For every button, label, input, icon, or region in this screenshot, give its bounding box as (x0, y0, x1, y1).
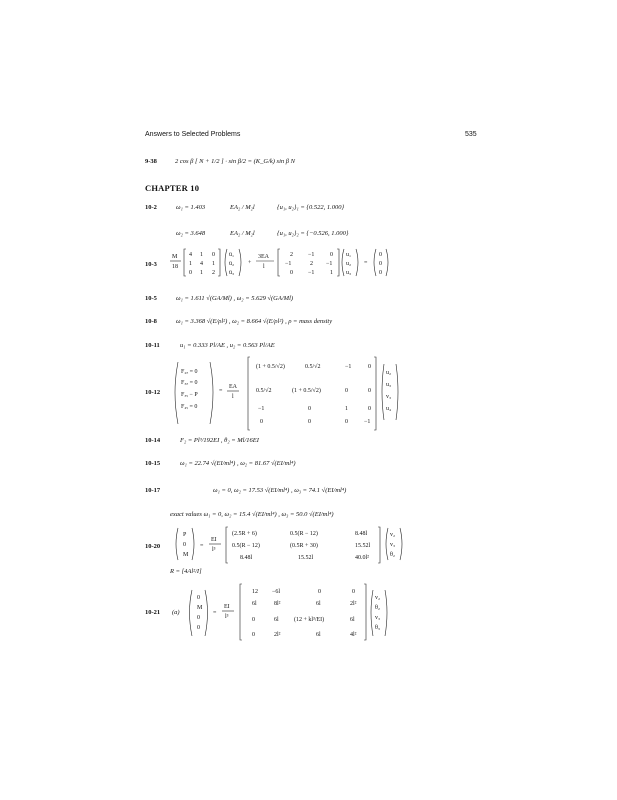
svg-text:v₃: v₃ (375, 615, 381, 621)
svg-text:0: 0 (252, 632, 255, 638)
svg-text:18: 18 (172, 264, 178, 270)
svg-text:u₁: u₁ (346, 252, 352, 258)
svg-text:0: 0 (368, 364, 371, 370)
svg-text:−1: −1 (308, 252, 315, 258)
svg-text:0: 0 (379, 270, 382, 276)
svg-text:2: 2 (310, 261, 313, 267)
svg-text:2: 2 (290, 252, 293, 258)
svg-text:0: 0 (379, 252, 382, 258)
svg-text:θ₃: θ₃ (375, 625, 380, 631)
svg-text:0: 0 (197, 615, 200, 621)
svg-text:P: P (183, 532, 187, 538)
svg-text:8l²: 8l² (274, 601, 281, 607)
svg-text:1: 1 (345, 406, 348, 412)
svg-text:6l: 6l (252, 601, 257, 607)
svg-text:0: 0 (368, 406, 371, 412)
mode-shape-vector: {u₁, u₂}₁ = {0.522, 1.000} (277, 204, 345, 211)
svg-text:=: = (200, 543, 204, 549)
svg-text:0.5(R − 12): 0.5(R − 12) (232, 543, 260, 549)
svg-text:−1: −1 (364, 419, 371, 425)
svg-text:(0.5R + 30): (0.5R + 30) (290, 543, 318, 549)
svg-text:θ₂: θ₂ (375, 605, 380, 611)
problem-label: 10-8 (145, 318, 157, 325)
svg-text:0: 0 (368, 388, 371, 394)
svg-text:15.52l: 15.52l (355, 543, 371, 549)
svg-text:0: 0 (290, 270, 293, 276)
problem-label: 10-14 (145, 437, 161, 444)
svg-text:−1: −1 (285, 261, 292, 267)
svg-text:0: 0 (197, 595, 200, 601)
answer-equation: ω₁ = 1.403 (176, 204, 206, 211)
svg-text:0: 0 (308, 406, 311, 412)
svg-text:+: + (248, 260, 252, 266)
answer-equation: ω₁ = 1.611 √(GA/Ml) , ω₂ = 5.629 √(GA/Ml) (176, 295, 294, 302)
svg-text:0: 0 (197, 625, 200, 631)
svg-text:12: 12 (252, 589, 258, 595)
svg-text:0: 0 (345, 388, 348, 394)
svg-text:0.5(R − 12): 0.5(R − 12) (290, 531, 318, 537)
svg-text:ü₁: ü₁ (229, 252, 235, 258)
svg-text:−6l: −6l (272, 589, 281, 595)
svg-text:ü₃: ü₃ (229, 270, 235, 276)
svg-text:2l²: 2l² (350, 601, 357, 607)
radicand: EA₂ / M₂l (230, 230, 255, 237)
svg-text:4l²: 4l² (350, 632, 357, 638)
svg-text:EA: EA (229, 384, 237, 390)
svg-text:u₃: u₃ (346, 270, 352, 276)
svg-text:v₂: v₂ (390, 532, 396, 538)
svg-text:=: = (213, 610, 217, 616)
svg-text:0: 0 (379, 261, 382, 267)
svg-text:0: 0 (183, 542, 186, 548)
svg-text:3EA: 3EA (258, 254, 269, 260)
svg-text:=: = (364, 260, 368, 266)
svg-text:F₂ₓ = 0: F₂ₓ = 0 (181, 369, 198, 375)
svg-text:1: 1 (330, 270, 333, 276)
svg-text:−1: −1 (326, 261, 333, 267)
svg-text:u₄: u₄ (386, 406, 392, 412)
svg-text:(1 + 0.5/√2): (1 + 0.5/√2) (292, 388, 321, 394)
svg-text:F₃ₓ = 0: F₃ₓ = 0 (181, 380, 198, 386)
svg-text:0: 0 (330, 252, 333, 258)
svg-text:l: l (263, 264, 265, 270)
svg-text:1: 1 (212, 261, 215, 267)
problem-label: 10-3 (145, 261, 157, 268)
svg-text:θ₂: θ₂ (390, 552, 395, 558)
svg-text:−1: −1 (345, 364, 352, 370)
svg-text:v₃: v₃ (390, 542, 396, 548)
answer-equation: R = [4Al²/I] (170, 568, 202, 575)
svg-text:v₂: v₂ (375, 595, 381, 601)
svg-text:EI: EI (211, 537, 217, 543)
svg-text:l: l (232, 394, 234, 400)
svg-text:(12 + kl³/EI): (12 + kl³/EI) (294, 617, 325, 623)
running-head: Answers to Selected Problems (145, 131, 241, 138)
svg-text:0: 0 (318, 589, 321, 595)
svg-text:6l: 6l (316, 632, 321, 638)
svg-text:2: 2 (212, 270, 215, 276)
svg-text:M: M (197, 605, 203, 611)
svg-text:40.0l²: 40.0l² (355, 555, 369, 561)
answer-equation: F₂ = Pl³/192EI , θ₂ = Ml/16EI (180, 437, 259, 444)
page-number: 535 (465, 131, 477, 138)
svg-text:0: 0 (345, 419, 348, 425)
problem-label: 10-11 (145, 342, 160, 349)
mode-shape-vector: {u₁, u₂}₂ = {−0.526, 1.000} (277, 230, 349, 237)
svg-text:l³: l³ (212, 547, 216, 553)
svg-text:1: 1 (200, 252, 203, 258)
svg-text:ü₂: ü₂ (229, 261, 235, 267)
svg-text:−1: −1 (258, 406, 265, 412)
problem-label: 10-2 (145, 204, 157, 211)
svg-text:6l: 6l (316, 601, 321, 607)
svg-text:0: 0 (252, 617, 255, 623)
svg-text:u₂: u₂ (346, 261, 352, 267)
svg-text:F₃ᵧ − P: F₃ᵧ − P (181, 392, 198, 398)
svg-text:−1: −1 (308, 270, 315, 276)
svg-text:0: 0 (352, 589, 355, 595)
svg-text:8.48l: 8.48l (240, 555, 253, 561)
svg-text:2l²: 2l² (274, 632, 281, 638)
svg-text:u₂: u₂ (386, 370, 392, 376)
problem-label: 10-12 (145, 389, 161, 396)
svg-text:6l: 6l (350, 617, 355, 623)
svg-text:4: 4 (189, 252, 192, 258)
svg-text:v₃: v₃ (386, 394, 392, 400)
svg-text:(1 + 0.5/√2): (1 + 0.5/√2) (256, 364, 285, 370)
svg-text:(2.5R + 6): (2.5R + 6) (232, 531, 257, 537)
svg-text:8.48l: 8.48l (355, 531, 368, 537)
problem-label: 9-38 (145, 158, 157, 165)
problem-label: 10-20 (145, 543, 161, 550)
svg-text:M: M (183, 552, 189, 558)
svg-text:=: = (219, 388, 223, 394)
svg-text:0: 0 (260, 419, 263, 425)
answer-equation: ω₁ = 3.368 √(E/ρl²) , ω₂ = 8.664 √(E/ρl²) , ρ = mass density (176, 318, 333, 325)
svg-text:4: 4 (200, 261, 203, 267)
answer-equation: ω₂ = 3.648 (176, 230, 206, 237)
svg-text:F₄ᵧ = 0: F₄ᵧ = 0 (181, 404, 198, 410)
svg-text:1: 1 (189, 261, 192, 267)
svg-text:0: 0 (212, 252, 215, 258)
svg-text:1: 1 (200, 270, 203, 276)
svg-text:15.52l: 15.52l (298, 555, 314, 561)
problem-label: 10-5 (145, 295, 157, 302)
radicand: EA₂ / M₂l (230, 204, 255, 211)
svg-text:u₃: u₃ (386, 382, 392, 388)
answer-equation: ω₁ = 22.74 √(EI/ml⁴) , ω₂ = 81.67 √(EI/ml⁴) (180, 460, 296, 467)
svg-text:6l: 6l (274, 617, 279, 623)
problem-label: 10-21 (145, 609, 161, 616)
problem-label: 10-17 (145, 487, 161, 494)
svg-text:l³: l³ (225, 614, 229, 620)
problem-label: 10-15 (145, 460, 161, 467)
svg-text:EI: EI (224, 604, 230, 610)
svg-text:0.5/√2: 0.5/√2 (256, 388, 272, 394)
svg-text:0: 0 (189, 270, 192, 276)
svg-text:0.5/√2: 0.5/√2 (305, 364, 321, 370)
part-label: (a) (172, 609, 180, 616)
mass-coef: M (172, 254, 178, 260)
svg-text:0: 0 (308, 419, 311, 425)
answer-equation: ω₁ = 0, ω₂ = 17.53 √(EI/ml⁴) , ω₃ = 74.1 √(EI/ml⁴) (213, 487, 347, 494)
answer-equation: 2 cos β [ N + 1/2 ] · sin β/2 = (K_G/k) sin β N (175, 158, 295, 165)
chapter-heading: CHAPTER 10 (145, 183, 200, 193)
answer-equation: u₁ = 0.333 Pl/AE , u₂ = 0.563 Pl/AE (180, 342, 275, 349)
answer-equation: exact values ω₁ = 0, ω₂ = 15.4 √(EI/ml⁴) , ω₃ = 50.0 √(EI/ml⁴) (170, 511, 334, 518)
